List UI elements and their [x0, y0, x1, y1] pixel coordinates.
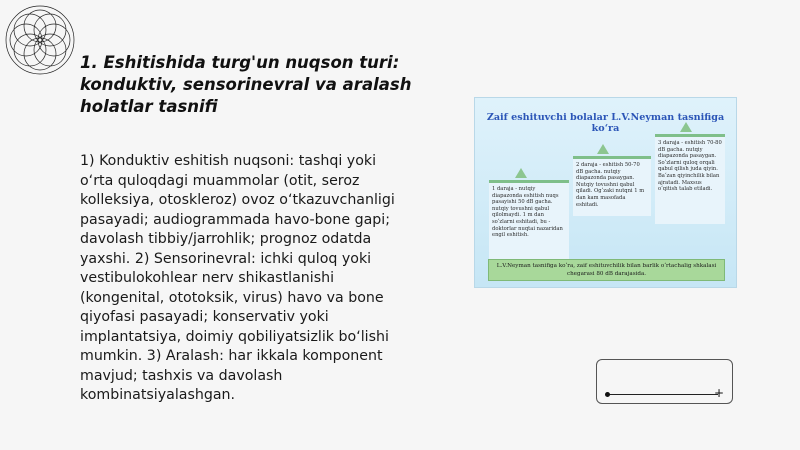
step-arrow-3 — [680, 122, 692, 132]
spirograph-logo-icon — [2, 2, 78, 78]
seek-handle[interactable] — [605, 392, 610, 397]
step-arrow-1 — [515, 168, 527, 178]
slide-title: 1. Eshitishida turg'un nuqson turi: konduktiv, sensorinevral va aralash holatlar tasnifi — [80, 53, 412, 116]
figure-step-2: 2 daraja - eshitish 50-70 dB gacha. nutqiy diapazonda pasaygan. Nutqiy tovushni qabul qiladi. Og‘zaki nutqni 1 m dan kam masofada eshitadi. — [573, 156, 651, 216]
slide-body-text: 1) Konduktiv eshitish nuqsoni: tashqi yoki o‘rta quloqdagi muammolar (otit, seroz kolleksiya, otoskleroz) ovoz o‘tkazuvchanligi pasayadi; audiogrammada havo-bone gapi; davolash tibbiy/jarrohlik; prognoz odatda yaxshi. 2) Sensorinevral: ichki quloq yoki vestibulokohlear nerv shikastlanishi (kongenital, ototoksik, virus) havo va bone qiyofasi pasayadi; konservativ yoki implantatsiya, doimiy qobiliyatsizlik bo‘lishi mumkin. 3) Aralash: har ikkala komponent mavjud; tashxis va davolash kombinatsiyalashgan. — [80, 153, 395, 403]
figure-step-3: 3 daraja - eshitish 70-80 dB gacha. nutqiy diapazonda pasaygan. So‘zlarni quloq orqali qabul qilish juda qiyin. Ba‘zan qiyinchilik bilan ajratadi. Maxsus o‘qitish talab etiladi. — [655, 134, 725, 224]
figure-step-1: 1 daraja - nutqiy diapazonda eshitish nuqs pasayishi 50 dB gacha. nutqiy tovushni qabul qilolmaydi. 1 m dan so‘zlarni eshitadi, bu - doktorlar nuqtai nazaridan engil eshitish. — [489, 180, 569, 265]
figure-footer: L.V.Neyman tasnifiga ko‘ra, zaif eshituvchilik bilan barlik o‘rtachalig shkalasi chegarasi 80 dB darajasida. — [488, 259, 725, 281]
figure-title: Zaif eshituvchi bolalar L.V.Neyman tasnifiga ko‘ra — [486, 112, 725, 134]
embedded-figure — [474, 97, 737, 288]
step-arrow-2 — [597, 144, 609, 154]
seek-bar[interactable] — [607, 394, 718, 395]
plus-icon[interactable]: + — [713, 386, 724, 400]
media-player-control[interactable] — [596, 359, 733, 404]
